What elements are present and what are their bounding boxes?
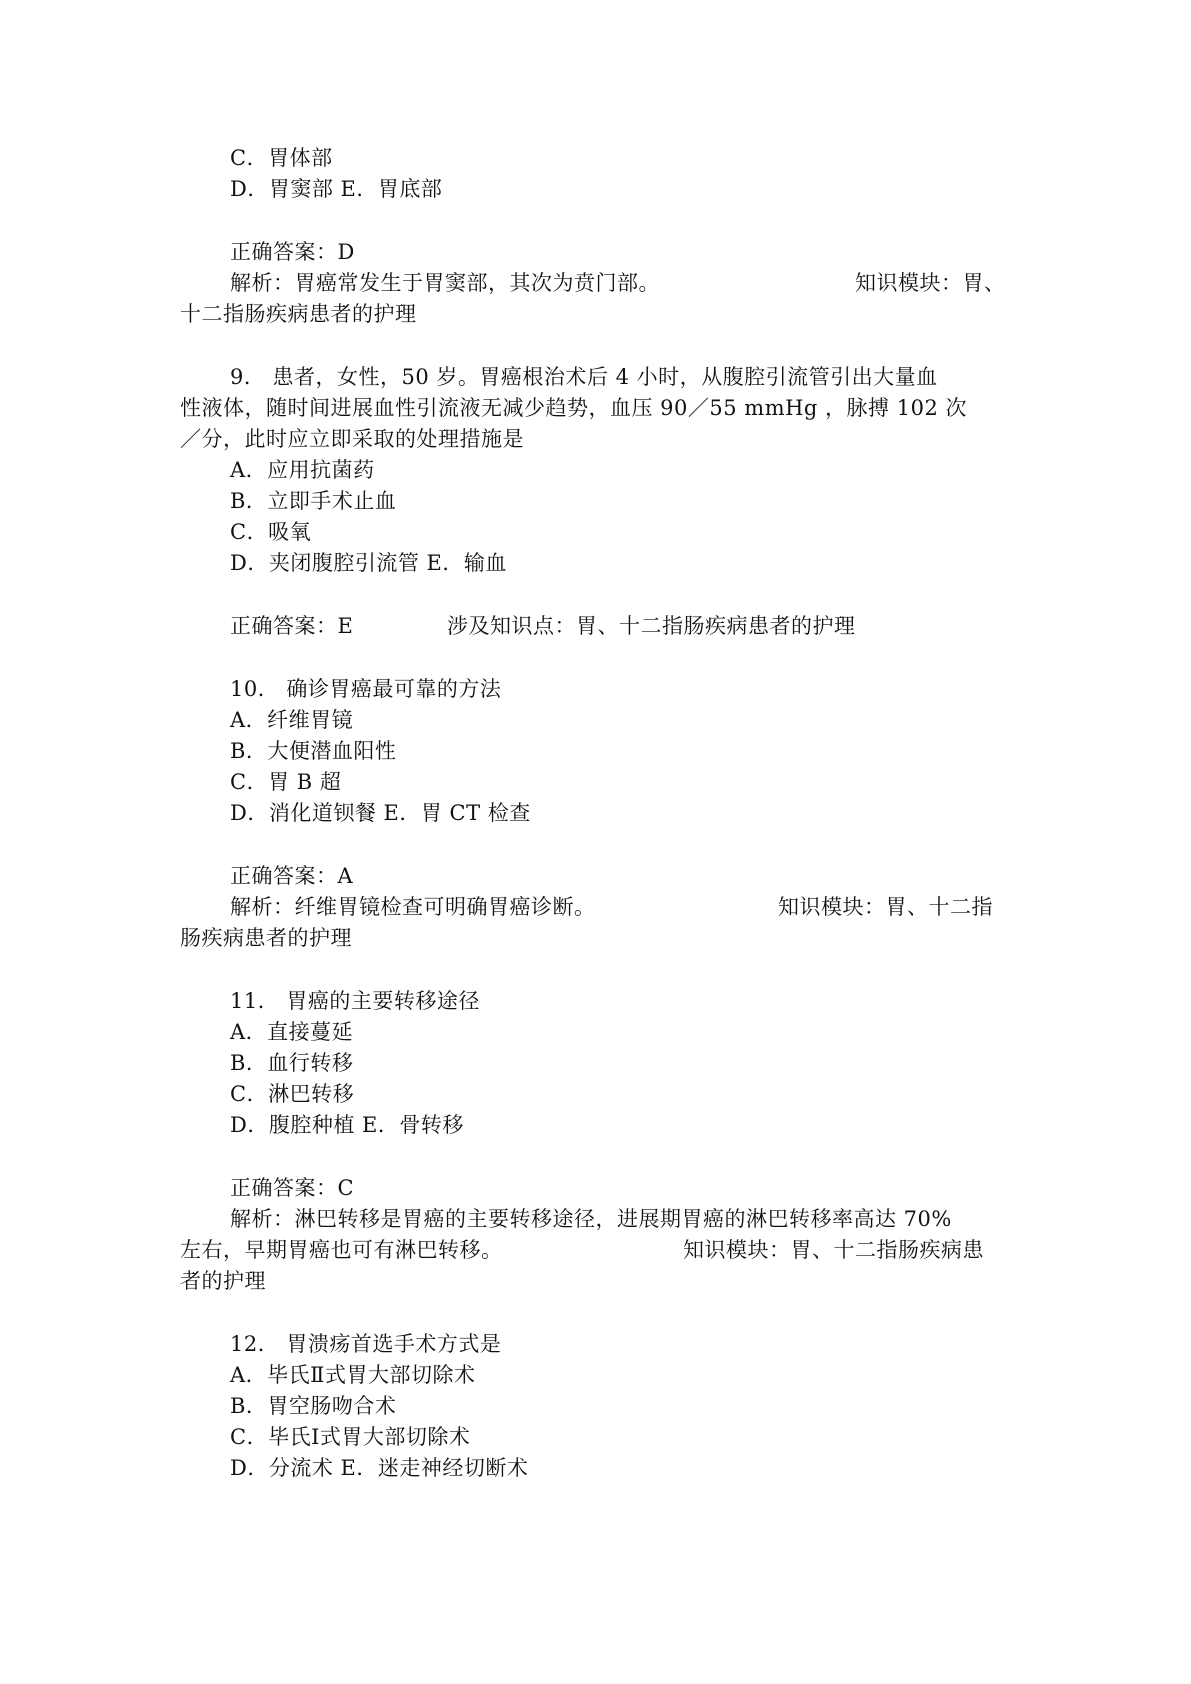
q10-options-d-e: D．消化道钡餐 E．胃 CT 检查: [230, 801, 531, 825]
q11-analysis-line-2: 左右，早期胃癌也可有淋巴转移。: [180, 1238, 503, 1262]
q12-options-d-e: D．分流术 E．迷走神经切断术: [230, 1456, 529, 1480]
q12-stem: 12． 胃溃疡首选手术方式是: [230, 1332, 502, 1356]
q11-analysis-line-1: 解析：淋巴转移是胃癌的主要转移途径，进展期胃癌的淋巴转移率高达 70%: [230, 1207, 952, 1231]
q11-options-d-e: D．腹腔种植 E．骨转移: [230, 1113, 464, 1137]
q9-answer: 正确答案：E: [230, 614, 354, 638]
q9-option-b: B．立即手术止血: [230, 489, 397, 513]
q8-answer: 正确答案：D: [230, 240, 355, 264]
q10-option-b: B．大便潜血阳性: [230, 739, 397, 763]
q9-knowledge-point: 涉及知识点：胃、十二指肠疾病患者的护理: [447, 614, 856, 638]
q12-option-c: C．毕氏Ⅰ式胃大部切除术: [230, 1425, 471, 1449]
q10-option-c: C．胃 B 超: [230, 770, 342, 794]
q11-option-a: A．直接蔓延: [230, 1020, 354, 1044]
q10-option-a: A．纤维胃镜: [230, 708, 354, 732]
q10-answer: 正确答案：A: [230, 864, 354, 888]
q10-module: 知识模块：胃、十二指: [778, 895, 993, 919]
q10-stem: 10． 确诊胃癌最可靠的方法: [230, 677, 502, 701]
q9-option-c: C．吸氧: [230, 520, 312, 544]
q12-option-a: A．毕氏Ⅱ式胃大部切除术: [230, 1363, 476, 1387]
q8-analysis: 解析：胃癌常发生于胃窦部，其次为贲门部。: [230, 271, 660, 295]
q8-options-d-e: D．胃窦部 E．胃底部: [230, 177, 443, 201]
q11-module-cont: 者的护理: [180, 1269, 266, 1293]
q10-analysis: 解析：纤维胃镜检查可明确胃癌诊断。: [230, 895, 596, 919]
q9-option-a: A．应用抗菌药: [230, 458, 375, 482]
q8-option-c: C．胃体部: [230, 146, 333, 170]
q8-module-cont: 十二指肠疾病患者的护理: [180, 302, 417, 326]
q11-option-b: B．血行转移: [230, 1051, 354, 1075]
q9-stem-line-2: 性液体，随时间进展血性引流液无减少趋势，血压 90／55 mmHg ，脉搏 102 次: [180, 396, 967, 420]
q9-options-d-e: D．夹闭腹腔引流管 E．输血: [230, 551, 507, 575]
q11-option-c: C．淋巴转移: [230, 1082, 355, 1106]
q8-module: 知识模块：胃、: [855, 271, 1006, 295]
q9-stem-line-3: ／分，此时应立即采取的处理措施是: [180, 427, 524, 451]
q11-stem: 11． 胃癌的主要转移途径: [230, 989, 480, 1013]
q9-stem-line-1: 9． 患者，女性，50 岁。胃癌根治术后 4 小时，从腹腔引流管引出大量血: [230, 365, 938, 389]
q11-module: 知识模块：胃、十二指肠疾病患: [683, 1238, 984, 1262]
q12-option-b: B．胃空肠吻合术: [230, 1394, 397, 1418]
q10-module-cont: 肠疾病患者的护理: [180, 926, 352, 950]
q11-answer: 正确答案：C: [230, 1176, 355, 1200]
